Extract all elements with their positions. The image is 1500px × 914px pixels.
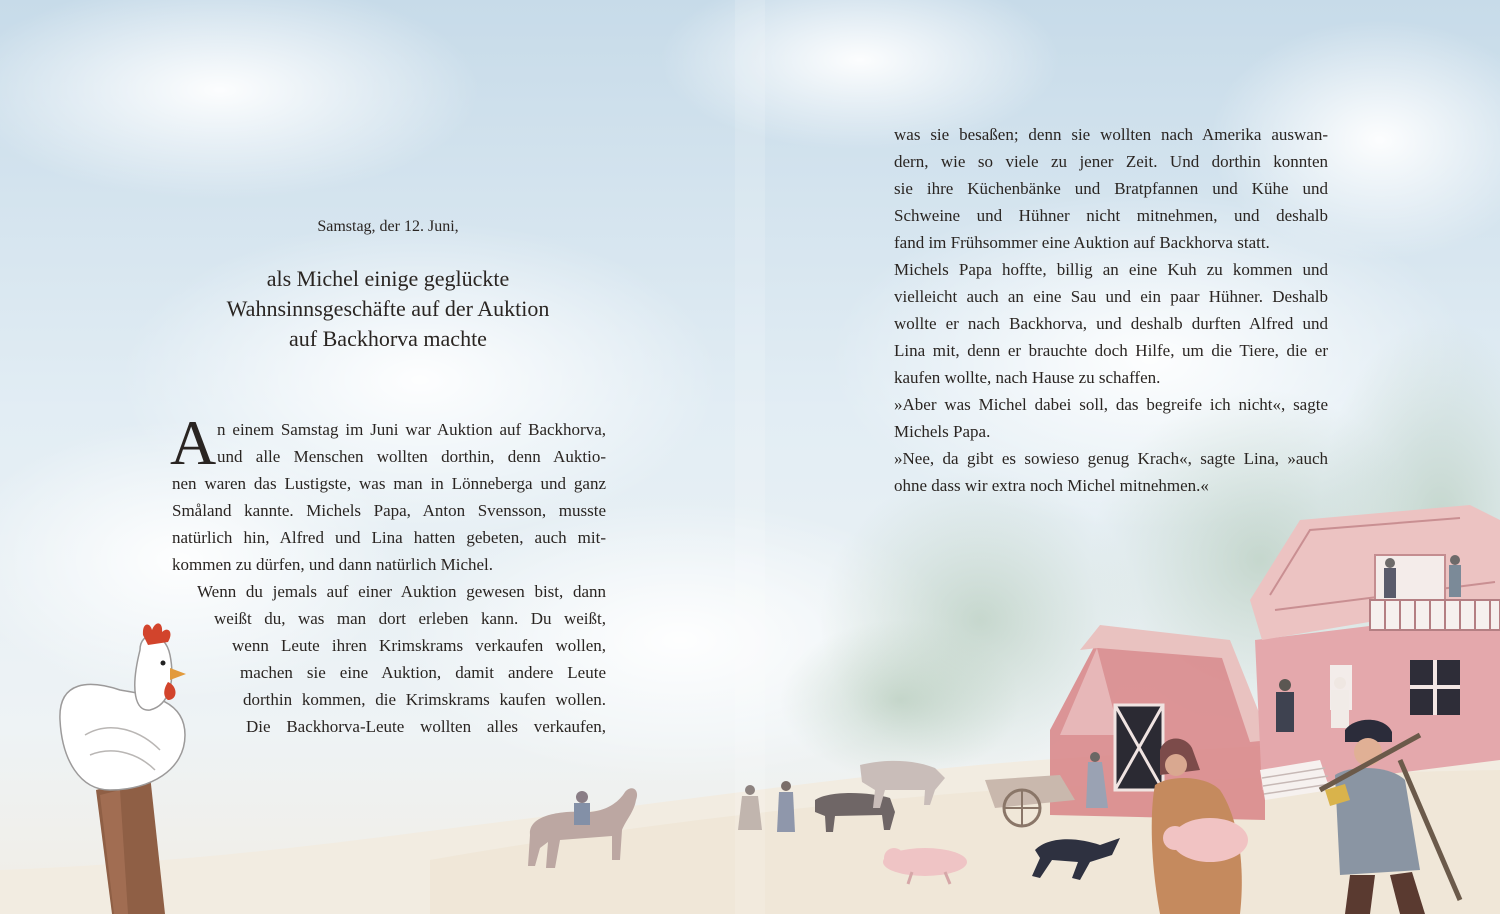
text-line: Lina mit, denn er brauchte doch Hilfe, um die Tiere, die er <box>894 341 1328 360</box>
book-gutter <box>735 0 765 914</box>
text-line: dorthin kommen, die Krimskrams kaufen wollen. <box>243 690 606 709</box>
text-line: wollte er nach Backhorva, und deshalb durften Alfred und <box>894 314 1328 333</box>
chapter-title-line: auf Backhorva machte <box>289 326 487 351</box>
text-line: und alle Menschen wollten dorthin, denn Auktio- <box>217 447 606 466</box>
text-line: ohne dass wir extra noch Michel mitnehmen.« <box>894 476 1209 495</box>
text-line: Wenn du jemals auf einer Auktion gewesen bist, dann <box>197 582 606 601</box>
text-line: wenn Leute ihren Krimskrams verkaufen wollen, <box>232 636 606 655</box>
text-line: was sie besaßen; denn sie wollten nach Amerika auswan- <box>894 125 1328 144</box>
text-line: dern, wie so viele zu jener Zeit. Und dorthin konnten <box>894 152 1328 171</box>
text-line: kommen zu dürfen, und dann natürlich Michel. <box>172 555 494 574</box>
text-line: Schweine und Hühner nicht mitnehmen, und deshalb <box>894 206 1328 225</box>
chapter-title <box>200 264 576 354</box>
text-line: natürlich hin, Alfred und Lina hatten gebeten, auch mit- <box>172 528 606 547</box>
text-line: nen waren das Lustigste, was man in Lönneberga und ganz <box>172 474 606 493</box>
text-line: vielleicht auch an eine Sau und ein paar Hühner. Deshalb <box>894 287 1328 306</box>
chapter-title-line: als Michel einige geglückte <box>266 266 510 291</box>
text-line: »Nee, da gibt es sowieso genug Krach«, sagte Lina, »auch <box>894 449 1328 468</box>
text-line: weißt du, was man dort erleben kann. Du weißt, <box>214 609 606 628</box>
text-line: »Aber was Michel dabei soll, das begreife ich nicht«, sagte <box>894 395 1328 414</box>
text-line: Michels Papa. <box>894 422 991 441</box>
text-line: kaufen wollte, nach Hause zu schaffen. <box>894 368 1161 387</box>
chapter-date: Samstag, der 12. Juni, <box>317 218 459 235</box>
drop-cap: A <box>170 407 217 478</box>
text-line: Michels Papa hoffte, billig an eine Kuh zu kommen und <box>894 260 1328 279</box>
chapter-title-line: Wahnsinnsgeschäfte auf der Auktion <box>226 296 550 321</box>
text-line: sie ihre Küchenbänke und Bratpfannen und Kühe und <box>894 179 1328 198</box>
text-line: Die Backhorva-Leute wollten alles verkaufen, <box>246 717 606 736</box>
text-line: fand im Frühsommer eine Auktion auf Backhorva statt. <box>894 233 1270 252</box>
text-line: machen sie eine Auktion, damit andere Leute <box>240 663 606 682</box>
text-line: n einem Samstag im Juni war Auktion auf Backhorva, <box>217 420 606 439</box>
text-line: Småland kannte. Michels Papa, Anton Svensson, musste <box>172 501 606 520</box>
